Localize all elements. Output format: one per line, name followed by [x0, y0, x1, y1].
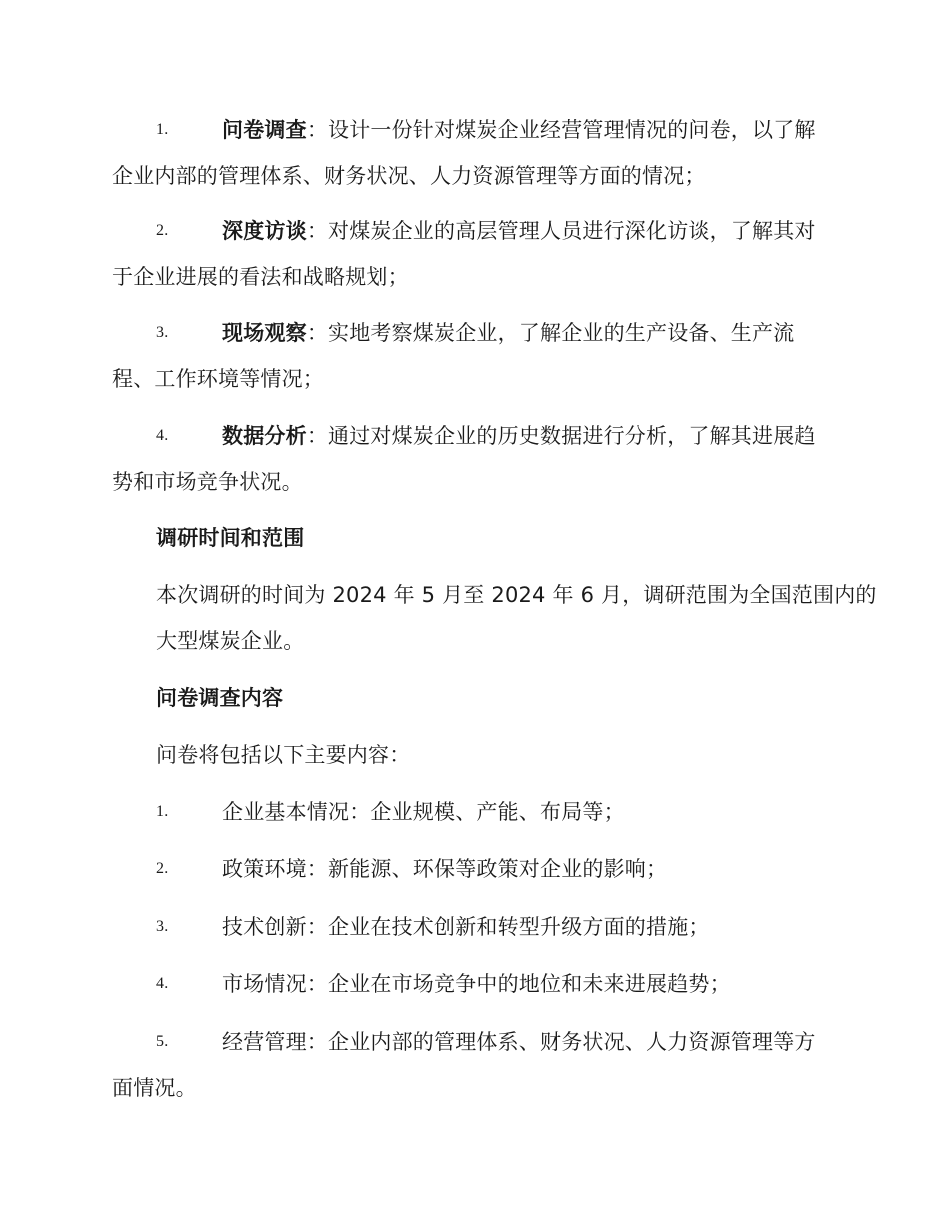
list-number: 3. — [156, 324, 169, 341]
list-number: 1. — [156, 121, 169, 138]
questionnaire-item-3 — [112, 904, 836, 950]
questionnaire-item-text: 企业基本情况：企业规模、产能、布局等； — [222, 800, 625, 824]
questionnaire-item-text: 政策环境：新能源、环保等政策对企业的影响； — [222, 857, 668, 881]
method-term: 问卷调查 — [222, 118, 307, 142]
questionnaire-item-1 — [112, 789, 836, 835]
questionnaire-item-text: 市场情况：企业在市场竞争中的地位和未来进展趋势； — [222, 972, 731, 996]
list-number: 2. — [156, 222, 169, 239]
method-term: 深度访谈 — [222, 219, 307, 243]
questionnaire-item-text: 技术创新：企业在技术创新和转型升级方面的措施； — [222, 915, 710, 939]
questionnaire-item-text: 经营管理：企业内部的管理体系、财务状况、人力资源管理等方面情况。 — [112, 1030, 816, 1100]
method-description: ：通过对煤炭企业的历史数据进行分析，了解其进展趋势和市场竞争状况。 — [112, 424, 816, 494]
questionnaire-item-5 — [112, 1019, 836, 1111]
method-description: ：对煤炭企业的高层管理人员进行深化访谈，了解其对于企业进展的看法和战略规划； — [112, 219, 816, 289]
list-number: 5. — [156, 1033, 169, 1050]
list-number: 1. — [156, 803, 169, 820]
method-item-2 — [112, 208, 836, 300]
section-body-time-scope: 本次调研的时间为 2024 年 5 月至 2024 年 6 月，调研范围为全国范围内的大型煤炭企业。 — [156, 583, 877, 653]
list-number: 4. — [156, 427, 169, 444]
method-item-1 — [112, 107, 836, 199]
list-number: 2. — [156, 860, 169, 877]
section-heading-questionnaire: 问卷调查内容 — [156, 686, 284, 710]
method-item-3 — [112, 310, 836, 402]
method-term: 数据分析 — [222, 424, 307, 448]
method-description: ：实地考察煤炭企业，了解企业的生产设备、生产流程、工作环境等情况； — [112, 321, 795, 391]
questionnaire-intro: 问卷将包括以下主要内容： — [156, 743, 411, 767]
section-heading-time-scope: 调研时间和范围 — [156, 526, 305, 550]
method-item-4 — [112, 413, 836, 505]
method-description: ：设计一份针对煤炭企业经营管理情况的问卷，以了解企业内部的管理体系、财务状况、人力资源管理等方面的情况； — [112, 118, 816, 188]
questionnaire-item-2 — [112, 846, 836, 892]
method-term: 现场观察 — [222, 321, 307, 345]
questionnaire-item-4 — [112, 961, 836, 1007]
list-number: 4. — [156, 975, 169, 992]
list-number: 3. — [156, 918, 169, 935]
